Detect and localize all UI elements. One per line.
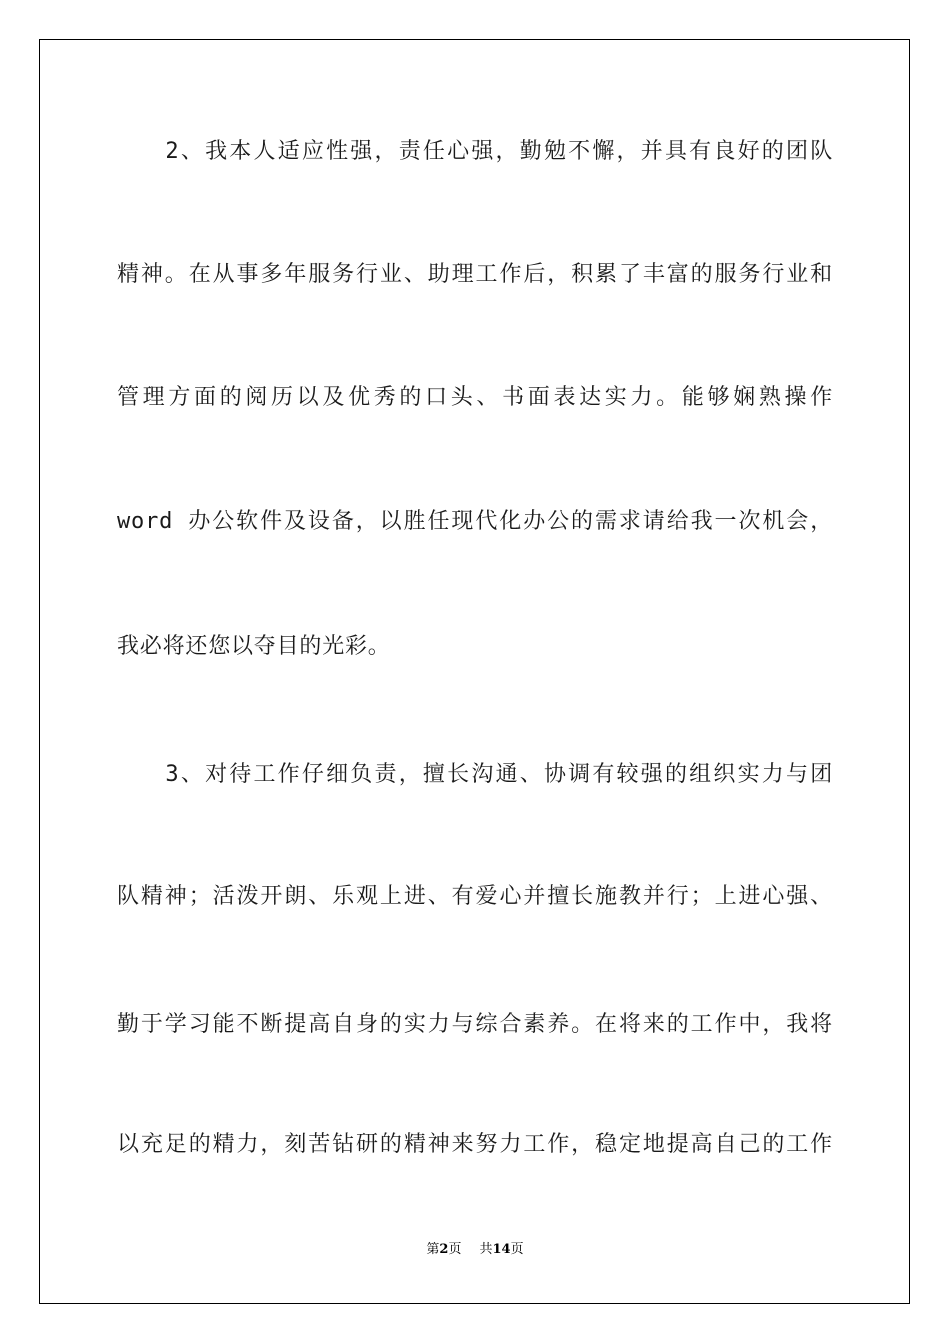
page-footer	[0, 1242, 950, 1258]
paragraph-line: 管理方面的阅历以及优秀的口头、书面表达实力。能够娴熟操作	[117, 385, 833, 410]
paragraph-line: 3、对待工作仔细负责，擅长沟通、协调有较强的组织实力与团	[117, 762, 833, 787]
paragraph-line: 以充足的精力，刻苦钻研的精神来努力工作，稳定地提高自己的工作	[117, 1132, 833, 1157]
page-total: 14	[492, 1242, 511, 1257]
paragraph-line: 我必将还您以夺目的光彩。	[117, 634, 391, 659]
page-number-prefix: 第	[426, 1242, 440, 1257]
page-total-prefix: 共	[479, 1242, 493, 1257]
paragraph-line: 勤于学习能不断提高自身的实力与综合素养。在将来的工作中，我将	[117, 1012, 833, 1037]
paragraph-line: 队精神；活泼开朗、乐观上进、有爱心并擅长施教并行；上进心强、	[117, 884, 833, 909]
page-number-suffix: 页	[448, 1242, 462, 1257]
paragraph-line: word 办公软件及设备，以胜任现代化办公的需求请给我一次机会，	[117, 509, 833, 534]
page-number-current: 2	[439, 1242, 449, 1257]
paragraph-line: 精神。在从事多年服务行业、助理工作后，积累了丰富的服务行业和	[117, 262, 833, 287]
page-total-suffix: 页	[510, 1242, 524, 1257]
page-border	[39, 39, 910, 1304]
paragraph-line: 2、我本人适应性强，责任心强，勤勉不懈，并具有良好的团队	[117, 139, 833, 164]
